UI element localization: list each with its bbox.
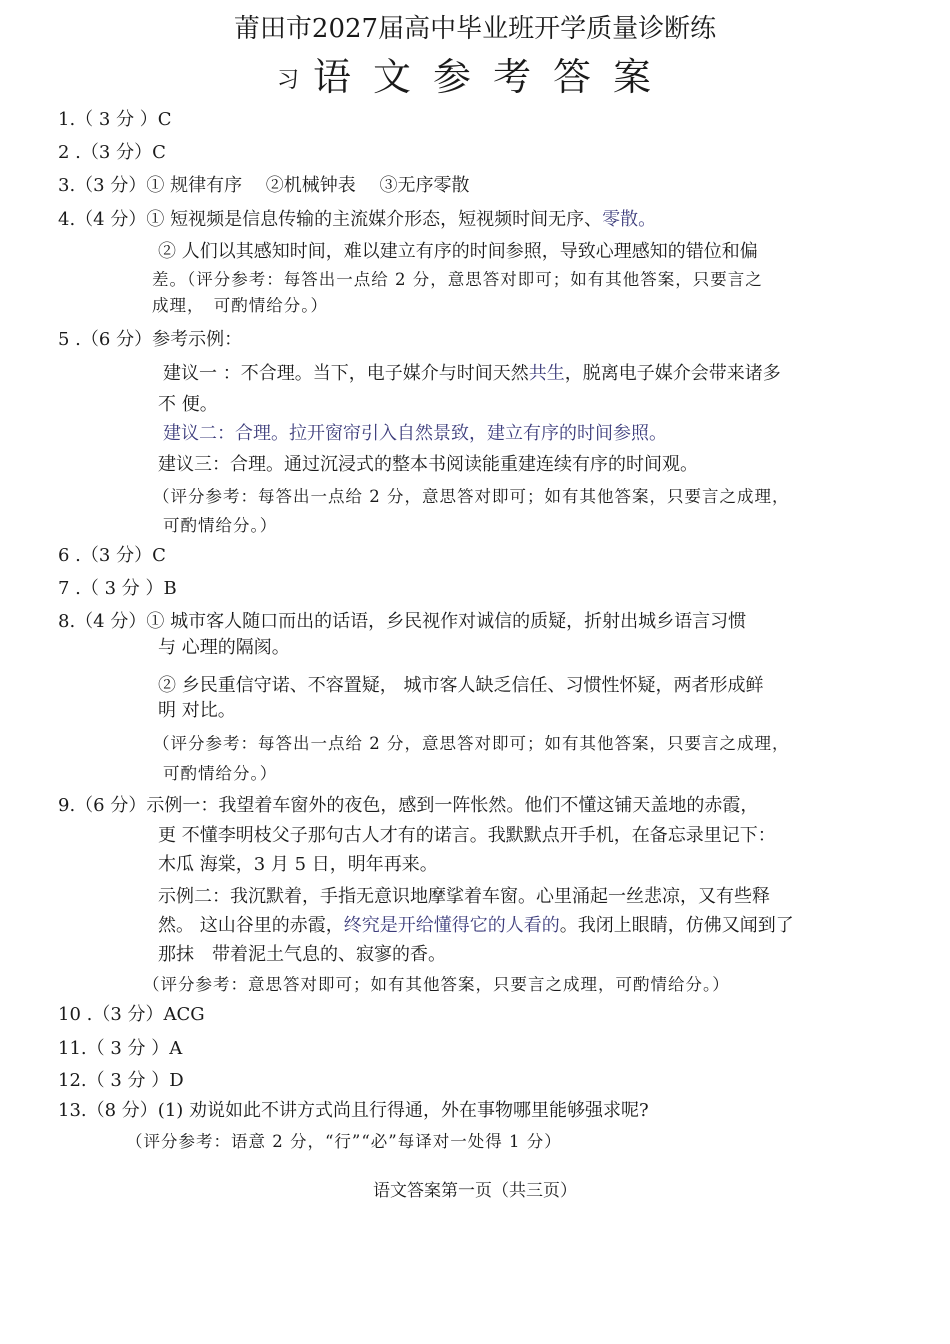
answer-q8-note1: （评分参考：每答出一点给 2 分，意思答对即可；如有其他答案，只要言之成理， [153,734,790,753]
answer-q8-line3: ② 乡民重信守诺、不容置疑， 城市客人缺乏信任、习惯性怀疑，两者形成鲜 [158,675,764,696]
q9-b2-text: 然。 这山谷里的赤霞， [158,915,344,936]
answer-q8-note2: 可酌情给分。） [163,764,278,783]
answer-q13: 13.（8 分）(1) 劝说如此不讲方式尚且行得通，外在事物哪里能够强求呢? [58,1100,649,1121]
answer-q5-suggestion3: 建议三：合理。通过沉浸式的整本书阅读能重建连续有序的时间观。 [158,454,698,475]
answer-q9-line5 [158,914,794,938]
answer-q1: 1.（ 3 分 ）C [58,109,172,130]
answer-q13-note: （评分参考：语意 2 分，“行”“必”每译对一处得 1 分） [126,1132,562,1151]
answer-q8-line1: 8.（4 分）① 城市客人随口而出的话语，乡民视作对诚信的质疑，折射出城乡语言习惯 [58,611,747,632]
answer-q7: 7 .（ 3 分 ）B [58,578,177,599]
answer-q4-line3: 差。（评分参考：每答出一点给 2 分，意思答对即可；如有其他答案，只要言之 [152,270,763,289]
title-main: 语文参考答案 [313,55,674,99]
q4-text: 4.（4 分）① 短视频是信息传输的主流媒介形态，短视频时间无序、 [58,209,603,230]
answer-q11: 11.（ 3 分 ）A [58,1038,183,1059]
answer-q12: 12.（ 3 分 ）D [58,1070,184,1091]
q5-s2-highlight1: 建议二：合理。拉开窗帘引入自然景致， [163,423,487,444]
answer-q10: 10 .（3 分）ACG [58,1004,205,1025]
title-prefix: 习 [276,67,299,93]
q9-b2-highlight: 终究是开给懂得它的人看的 [343,915,560,936]
answer-q5-suggestion2 [163,422,667,446]
answer-q5-note2: 可酌情给分。） [163,516,278,535]
document-title-line2 [0,54,950,104]
answer-q9-line1: 9.（6 分）示例一：我望着车窗外的夜色，感到一阵怅然。他们不懂这铺天盖地的赤霞， [58,795,759,816]
answer-q9-line4: 示例二：我沉默着，手指无意识地摩挲着车窗。心里涌起一丝悲凉，又有些释 [158,886,770,907]
answer-q5-suggestion1 [163,362,781,386]
q5-s1-text-post: ，脱离电子媒介会带来诸多 [564,363,781,384]
answer-q5-head: 5 .（6 分）参考示例： [58,329,243,350]
q9-b2-text-post: 。我闭上眼睛，仿佛又闻到了 [559,915,794,936]
answer-q4-line4: 成理， 可酌情给分。） [152,296,328,315]
answer-q9-line2: 更 不懂李明枝父子那句古人才有的诺言。我默默点开手机，在备忘录里记下： [158,825,776,846]
answer-q2: 2 .（3 分）C [58,142,166,163]
answer-q6: 6 .（3 分）C [58,545,166,566]
q5-s2-highlight2: 建立有序的时间参照。 [487,423,667,444]
q5-s1-highlight: 共生 [528,363,565,384]
answer-q5-suggestion1-cont: 不 便。 [158,394,218,415]
answer-q4-line1 [58,208,656,232]
q5-s1-text: 建议一 ：不合理。当下，电子媒介与时间天然 [163,363,529,384]
answer-q5-note1: （评分参考：每答出一点给 2 分，意思答对即可；如有其他答案，只要言之成理， [153,487,790,506]
answer-q3: 3.（3 分）① 规律有序 ②机械钟表 ③无序零散 [58,175,470,196]
document-title-line1: 莆田市2027届高中毕业班开学质量诊断练 [233,14,717,44]
page-footer: 语文答案第一页（共三页） [373,1181,577,1201]
answer-q9-note: （评分参考：意思答对即可；如有其他答案，只要言之成理，可酌情给分。） [143,975,730,994]
answer-q8-line4: 明 对比。 [158,700,236,721]
q4-highlight: 零散。 [602,209,657,230]
answer-q4-line2: ② 人们以其感知时间，难以建立有序的时间参照，导致心理感知的错位和偏 [158,241,758,262]
answer-q9-line6: 那抹 带着泥土气息的、寂寥的香。 [158,944,446,965]
answer-q9-line3: 木瓜 海棠，3 月 5 日，明年再来。 [158,854,438,875]
answer-q8-line2: 与 心理的隔阂。 [158,637,290,658]
